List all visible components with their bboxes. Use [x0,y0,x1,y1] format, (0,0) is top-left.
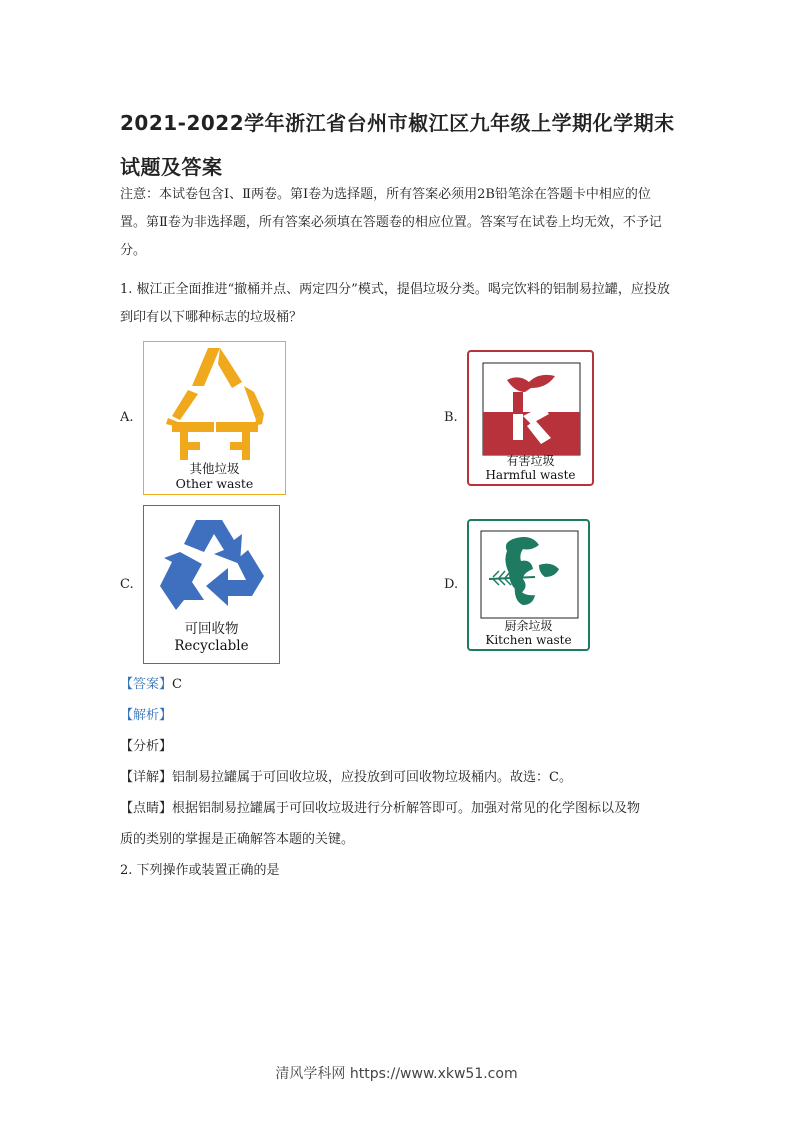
option-c-en-label: Recyclable [174,638,249,654]
answer-label: 【答案】 [120,677,173,692]
exam-notice: 注意：本试卷包含Ⅰ、Ⅱ两卷。第Ⅰ卷为选择题，所有答案必须用2B铅笔涂在答题卡中相应的位置。第Ⅱ卷为非选择题，所有答案必须填在答题卷的相应位置。答案写在试卷上均无效，不予记分。 [120,187,662,258]
detail-line [120,768,676,788]
comment-line-1 [120,799,676,819]
detail-text: 铝制易拉罐属于可回收垃圾，应投放到可回收物垃圾桶内。故选：C。 [172,770,572,785]
option-a-letter: A. [120,410,134,425]
comment-line-2: 质的类别的掌握是正确解答本题的关键。 [120,832,355,847]
answer-value: C [172,677,182,692]
page-footer[interactable]: 清风学科网 https://www.xkw51.com [275,1066,518,1082]
comment-text-1: 根据铝制易拉罐属于可回收垃圾进行分析解答即可。加强对常见的化学图标以及物 [172,801,641,816]
option-c-sign[interactable] [143,505,280,664]
analysis-heading: 【解析】 [120,708,173,723]
option-d-cn-label: 厨余垃圾 [504,619,553,633]
option-d-letter: D. [444,577,459,592]
option-d-sign[interactable] [467,519,590,651]
fenxi-heading: 【分析】 [120,739,173,754]
option-d-en-label: Kitchen waste [485,633,572,647]
option-a-cn-label: 其他垃圾 [189,461,240,476]
option-c-cn-label: 可回收物 [184,621,239,637]
question-1-stem: 1. 椒江正全面推进“撤桶并点、两定四分”模式，提倡垃圾分类。喝完饮料的铝制易拉罐，应投放到印有以下哪种标志的垃圾桶？ [120,282,670,325]
detail-label: 【详解】 [120,770,173,785]
page-title: 2021-2022学年浙江省台州市椒江区九年级上学期化学期末试题及答案 [120,111,675,179]
comment-label: 【点睛】 [120,801,173,816]
option-b-letter: B. [444,410,458,425]
option-c-letter: C. [120,577,134,592]
question-2-stem: 2. 下列操作或装置正确的是 [120,863,280,878]
option-b-cn-label: 有害垃圾 [506,454,555,468]
option-b-en-label: Harmful waste [485,468,576,482]
option-b-sign[interactable] [467,350,594,486]
option-a-sign[interactable] [143,341,286,495]
answer-line [120,675,676,695]
option-a-en-label: Other waste [175,476,254,491]
